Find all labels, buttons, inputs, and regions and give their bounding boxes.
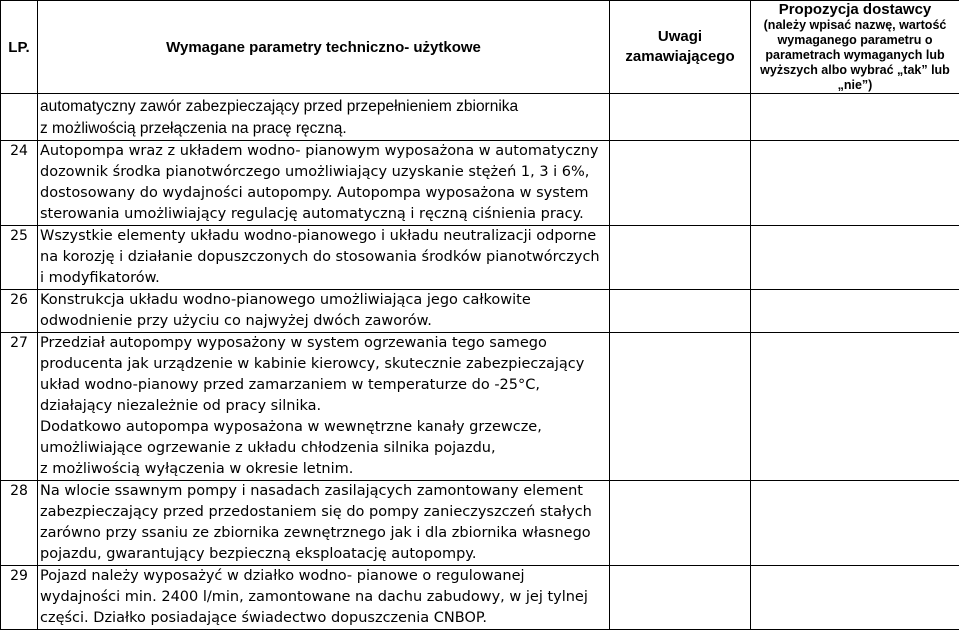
proposal-cell[interactable] — [751, 333, 959, 481]
proposal-cell[interactable] — [751, 481, 959, 566]
table-row — [1, 226, 959, 290]
requirement-text: Konstrukcja układu wodno-pianowego umożliwiająca jego całkowite odwodnienie przy użyciu co najwyżej dwóch zaworów. — [38, 290, 610, 333]
row-number: 27 — [1, 333, 38, 481]
proposal-cell[interactable] — [751, 566, 959, 630]
proposal-subtitle: (należy wpisać nazwę, wartość wymaganego parametru o parametrach wymaganych lub wyższych albo wybrać „tak” lub „nie”) — [751, 18, 959, 93]
lp-header: LP. — [1, 1, 38, 94]
requirement-text: Autopompa wraz z układem wodno- pianowym wyposażona w automatyczny dozownik środka pianotwórczego umożliwiający uzyskanie stężeń 1, 3 i 6%, dostosowany do wydajności autopompy. Autopompa wyposażona w system sterowania umożliwiający regulację automatyczną i ręczną ciśnienia pracy. — [38, 141, 610, 226]
table-row — [1, 566, 959, 630]
row-number: 29 — [1, 566, 38, 630]
remarks-cell[interactable] — [610, 290, 751, 333]
remarks-cell[interactable] — [610, 141, 751, 226]
requirement-text: Przedział autopompy wyposażony w system ogrzewania tego samego producenta jak urządzenie w kabinie kierowcy, skutecznie zabezpieczający układ wodno-pianowy przed zamarzaniem w temperaturze do -25°C, działający niezależnie od pracy silnika. Dodatkowo autopompa wyposażona w wewnętrzne kanały grzewcze, umożliwiające ogrzewanie z układu chłodzenia silnika pojazdu, z możliwością wyłączenia w okresie letnim. — [38, 333, 610, 481]
requirement-text: Pojazd należy wyposażyć w działko wodno- pianowe o regulowanej wydajności min. 2400 l/min, zamontowane na dachu zabudowy, w jej tylnej części. Działko posiadające świadectwo dopuszczenia CNBOP. — [38, 566, 610, 630]
table-row — [1, 141, 959, 226]
remarks-cell[interactable] — [610, 566, 751, 630]
continuation-row — [1, 94, 959, 141]
proposal-cell[interactable] — [751, 141, 959, 226]
proposal-header — [751, 1, 959, 94]
header-row — [1, 1, 959, 94]
row-number: 25 — [1, 226, 38, 290]
row-number: 26 — [1, 290, 38, 333]
table-row — [1, 290, 959, 333]
continuation-text: automatyczny zawór zabezpieczający przed przepełnieniem zbiornika z możliwością przełączenia na pracę ręczną. — [38, 94, 610, 141]
proposal-title: Propozycja dostawcy — [751, 1, 959, 18]
row-number: 28 — [1, 481, 38, 566]
proposal-cell[interactable] — [751, 290, 959, 333]
remarks-cell[interactable] — [610, 226, 751, 290]
remarks-cell[interactable] — [610, 94, 751, 141]
remarks-header: Uwagi zamawiającego — [610, 1, 751, 94]
proposal-cell[interactable] — [751, 94, 959, 141]
remarks-cell[interactable] — [610, 481, 751, 566]
requirements-header: Wymagane parametry techniczno- użytkowe — [38, 1, 610, 94]
row-number: 24 — [1, 141, 38, 226]
proposal-cell[interactable] — [751, 226, 959, 290]
table-row — [1, 333, 959, 481]
requirement-text: Wszystkie elementy układu wodno-pianowego i układu neutralizacji odporne na korozję i działanie dopuszczonych do stosowania środków pianotwórczych i modyfikatorów. — [38, 226, 610, 290]
requirement-text: Na wlocie ssawnym pompy i nasadach zasilających zamontowany element zabezpieczający przed przedostaniem się do pompy zanieczyszczeń stałych zarówno przy ssaniu ze zbiornika zewnętrznego jak i dla zbiornika własnego pojazdu, gwarantujący bezpieczną eksploatację autopompy. — [38, 481, 610, 566]
remarks-cell[interactable] — [610, 333, 751, 481]
table-row — [1, 481, 959, 566]
